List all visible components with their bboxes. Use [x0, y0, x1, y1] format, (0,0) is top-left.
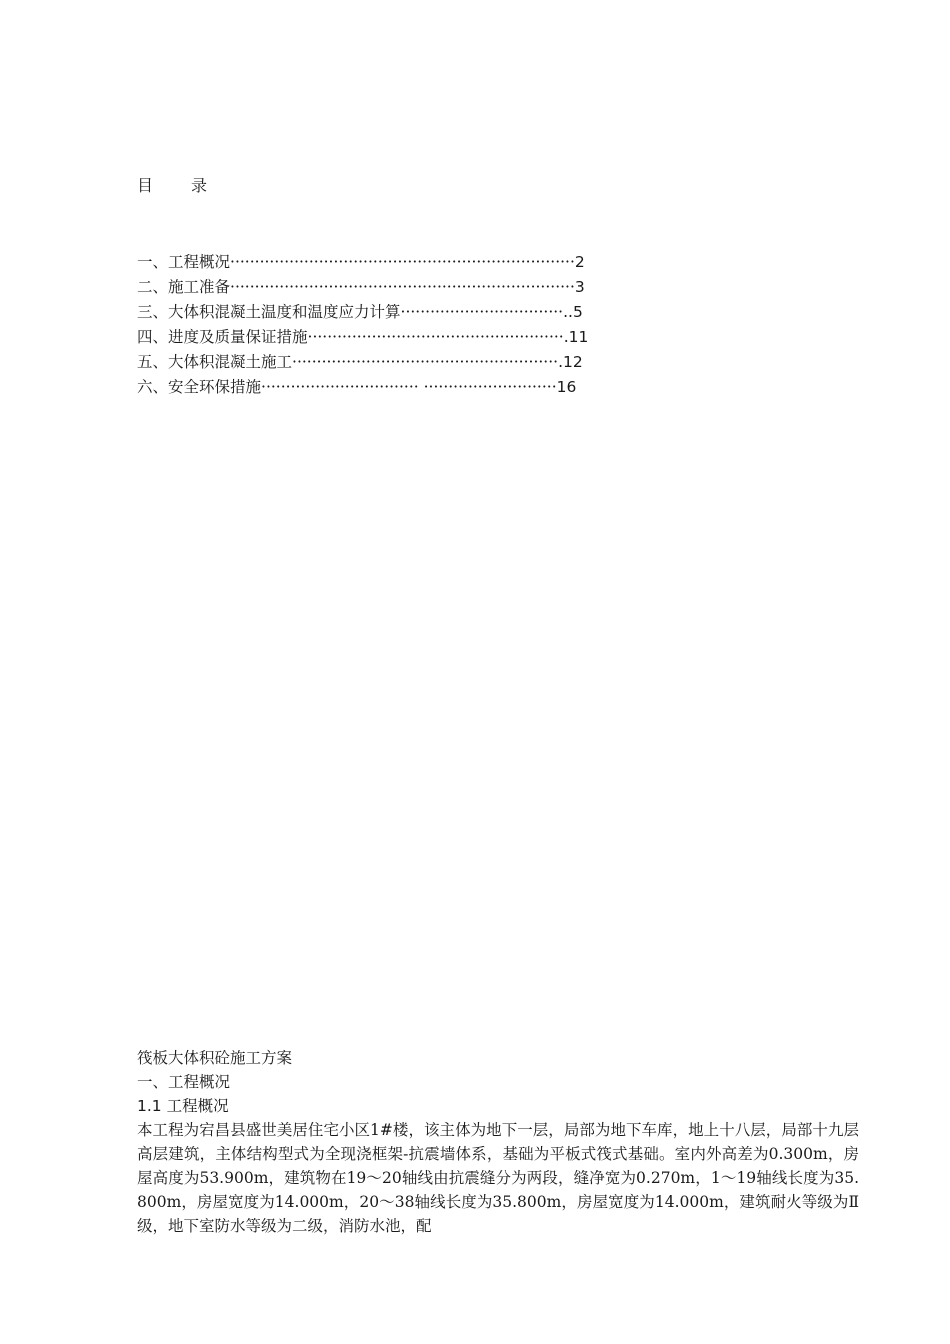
toc-entry-text: 四、进度及质量保证措施 [137, 328, 308, 346]
toc-list [137, 250, 637, 400]
toc-entry-dots: ·································.. [400, 303, 573, 321]
toc-entry-page: 16 [556, 378, 577, 396]
toc-entry-dots: ······································································ [230, 278, 575, 296]
toc-title-right: 录 [191, 176, 208, 195]
toc-entry[interactable] [137, 325, 637, 350]
subsection-heading: 1.1 工程概况 [137, 1097, 229, 1115]
toc-entry-page: 11 [568, 328, 589, 346]
section-heading: 一、工程概况 [137, 1073, 231, 1091]
toc-entry-text: 三、大体积混凝土温度和温度应力计算 [137, 303, 401, 321]
toc-entry-dots: ······················································. [292, 353, 564, 371]
toc-entry-page: 12 [563, 353, 583, 371]
toc-title [137, 176, 207, 196]
toc-entry-page: 2 [574, 253, 585, 271]
toc-entry[interactable] [137, 350, 637, 375]
toc-entry-text: 五、大体积混凝土施工 [137, 353, 293, 371]
toc-entry[interactable] [137, 275, 637, 300]
toc-entry[interactable] [137, 375, 637, 400]
toc-entry-dots: ································ ··························· [261, 378, 557, 396]
document-body [137, 1046, 859, 1238]
toc-entry-text: 六、安全环保措施 [137, 378, 262, 396]
toc-entry-text: 一、工程概况 [137, 253, 231, 271]
toc-entry-dots: ······································································ [230, 253, 575, 271]
toc-entry[interactable] [137, 300, 637, 325]
toc-entry-page: 5 [572, 303, 583, 321]
toc-entry-dots: ····················································. [307, 328, 569, 346]
toc-entry-text: 二、施工准备 [137, 278, 231, 296]
toc-entry-page: 3 [574, 278, 585, 296]
toc-title-left: 目 [137, 176, 154, 195]
body-paragraph: 本工程为宕昌县盛世美居住宅小区1#楼，该主体为地下一层，局部为地下车库，地上十八层，局部十九层高层建筑，主体结构型式为全现浇框架-抗震墙体系，基础为平板式筏式基础。室内外高差为0.300m，房屋高度为53.900m，建筑物在19～20轴线由抗震缝分为两段，缝净宽为0.270m，1～19轴线长度为35.800m，房屋宽度为14.000m，20～38轴线长度为35.800m，房屋宽度为14.000m，建筑耐火等级为Ⅱ级，地下室防水等级为二级，消防水池，配 [137, 1121, 859, 1235]
document-title: 筏板大体积砼施工方案 [137, 1049, 293, 1067]
toc-entry[interactable] [137, 250, 637, 275]
